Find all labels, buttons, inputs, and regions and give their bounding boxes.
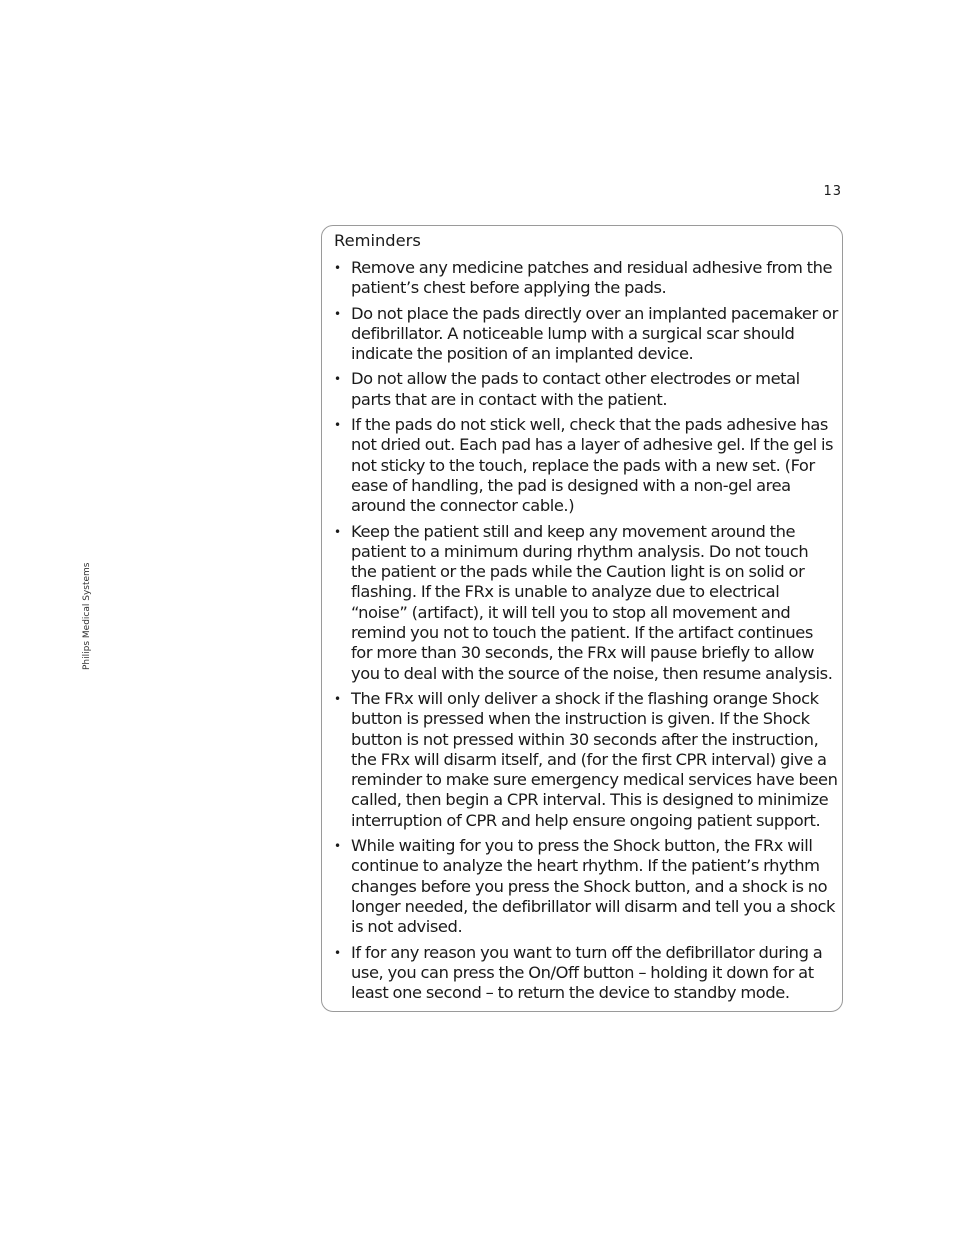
- reminder-item: [334, 304, 838, 365]
- reminders-title: Reminders: [334, 231, 421, 250]
- reminders-list: [334, 258, 838, 1003]
- bullet-icon: •: [334, 691, 341, 706]
- reminder-text: Do not allow the pads to contact other electrodes or metal parts that are in contact with the patient.: [351, 369, 800, 409]
- reminder-text: Remove any medicine patches and residual adhesive from the patient’s chest before applying the pads.: [351, 258, 833, 298]
- bullet-icon: •: [334, 261, 341, 275]
- side-label-publisher: Philips Medical Systems: [82, 562, 92, 670]
- reminder-item: [334, 522, 838, 684]
- bullet-icon: •: [334, 418, 341, 433]
- reminder-text: If for any reason you want to turn off the defibrillator during a use, you can press the On/Off button – holding it down for at least one second – to return the device to standby mode.: [351, 942, 823, 1003]
- reminder-text: The FRx will only deliver a shock if the flashing orange Shock button is pressed when the instruction is given. If the Shock button is not pressed within 30 seconds after the instruction, the FRx will disarm itself, and (for the first CPR interval) give a reminder to make sure emergency medical services have been called, then begin a CPR interval. This is designed to minimize interruption of CPR and help ensure ongoing patient support.: [351, 688, 838, 830]
- reminders-box: [321, 225, 843, 1012]
- bullet-icon: •: [334, 839, 341, 854]
- reminder-text: Keep the patient still and keep any movement around the patient to a minimum during rhythm analysis. Do not touch the patient or the pads while the Caution light is on solid or flashing. If the FRx is unable to analyze due to electrical “noise” (artifact), it will tell you to stop all movement and remind you not to touch the patient. If the artifact continues for more than 30 seconds, the FRx will pause briefly to allow you to deal with the source of the noise, then resume analysis.: [351, 521, 833, 683]
- reminder-item: [334, 369, 838, 410]
- reminder-item: [334, 415, 838, 516]
- bullet-icon: •: [334, 372, 341, 387]
- bullet-icon: •: [334, 524, 341, 539]
- page-number: 13: [823, 184, 842, 199]
- reminder-item: [334, 943, 838, 1004]
- bullet-icon: •: [334, 945, 341, 960]
- reminder-text: Do not place the pads directly over an implanted pacemaker or defibrillator. A noticeable lump with a surgical scar should indicate the position of an implanted device.: [351, 303, 838, 364]
- bullet-icon: •: [334, 306, 341, 321]
- reminder-text: If the pads do not stick well, check that the pads adhesive has not dried out. Each pad has a layer of adhesive gel. If the gel is not sticky to the touch, replace the pads with a new set. (For ease of handling, the pad is designed with a non-gel area around the connector cable.): [351, 415, 834, 516]
- reminder-text: While waiting for you to press the Shock button, the FRx will continue to analyze the heart rhythm. If the patient’s rhythm changes before you press the Shock button, and a shock is no longer needed, the defibrillator will disarm and tell you a shock is not advised.: [351, 836, 836, 937]
- reminder-item: [334, 689, 838, 831]
- reminder-item: [334, 836, 838, 937]
- reminder-item: [334, 258, 838, 299]
